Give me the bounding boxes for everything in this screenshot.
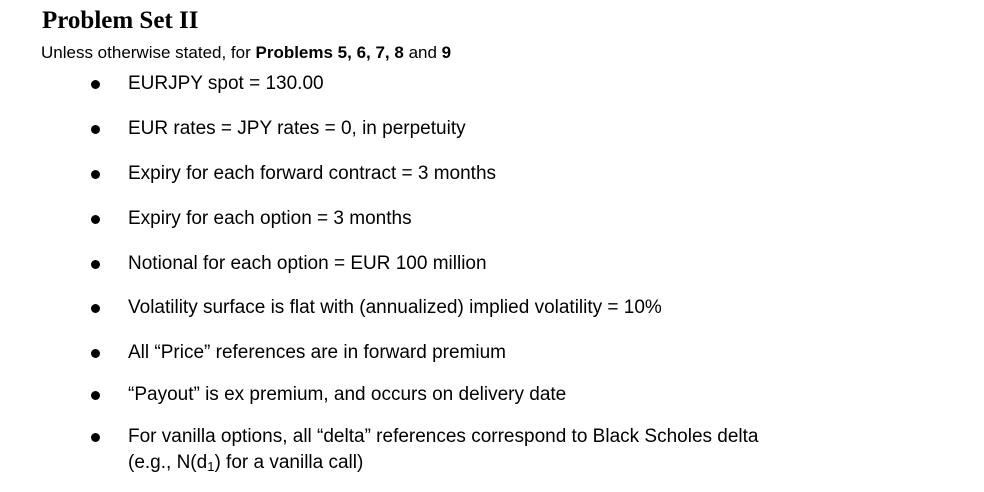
bullet-icon: [91, 215, 100, 224]
list-item-text: “Payout” is ex premium, and occurs on delivery date: [128, 384, 567, 405]
delta-note-line2: [128, 450, 759, 476]
intro-last-problem: 9: [441, 43, 452, 62]
bullet-icon: [91, 80, 100, 89]
intro-and: and: [403, 43, 442, 62]
bullet-icon: [91, 433, 100, 442]
bullet-icon: [91, 125, 100, 134]
bullet-icon: [91, 170, 100, 179]
list-item-text: Expiry for each option = 3 months: [128, 208, 412, 229]
intro-problems: Problems 5, 6, 7, 8: [255, 43, 404, 62]
bullet-icon: [91, 391, 100, 400]
list-item-text: Notional for each option = EUR 100 million: [128, 253, 487, 274]
bullet-icon: [91, 349, 100, 358]
intro-prefix: Unless otherwise stated, for: [41, 43, 256, 62]
delta-note-subscript: 1: [207, 459, 215, 474]
bullet-icon: [91, 260, 100, 269]
delta-note-suffix: ) for a vanilla call): [214, 452, 364, 473]
delta-note-line1: For vanilla options, all “delta” references correspond to Black Scholes delta: [128, 426, 759, 447]
list-item-text: [128, 424, 759, 476]
list-item-text: EUR rates = JPY rates = 0, in perpetuity: [128, 118, 466, 139]
list-item-text: Volatility surface is flat with (annualized) implied volatility = 10%: [128, 297, 662, 318]
list-item-text: All “Price” references are in forward premium: [128, 342, 507, 363]
page-title: Problem Set II: [42, 7, 199, 34]
list-item-text: Expiry for each forward contract = 3 months: [128, 163, 497, 184]
list-item-text: EURJPY spot = 130.00: [128, 73, 324, 94]
delta-note-prefix: (e.g., N(d: [128, 452, 208, 473]
bullet-icon: [91, 304, 100, 313]
